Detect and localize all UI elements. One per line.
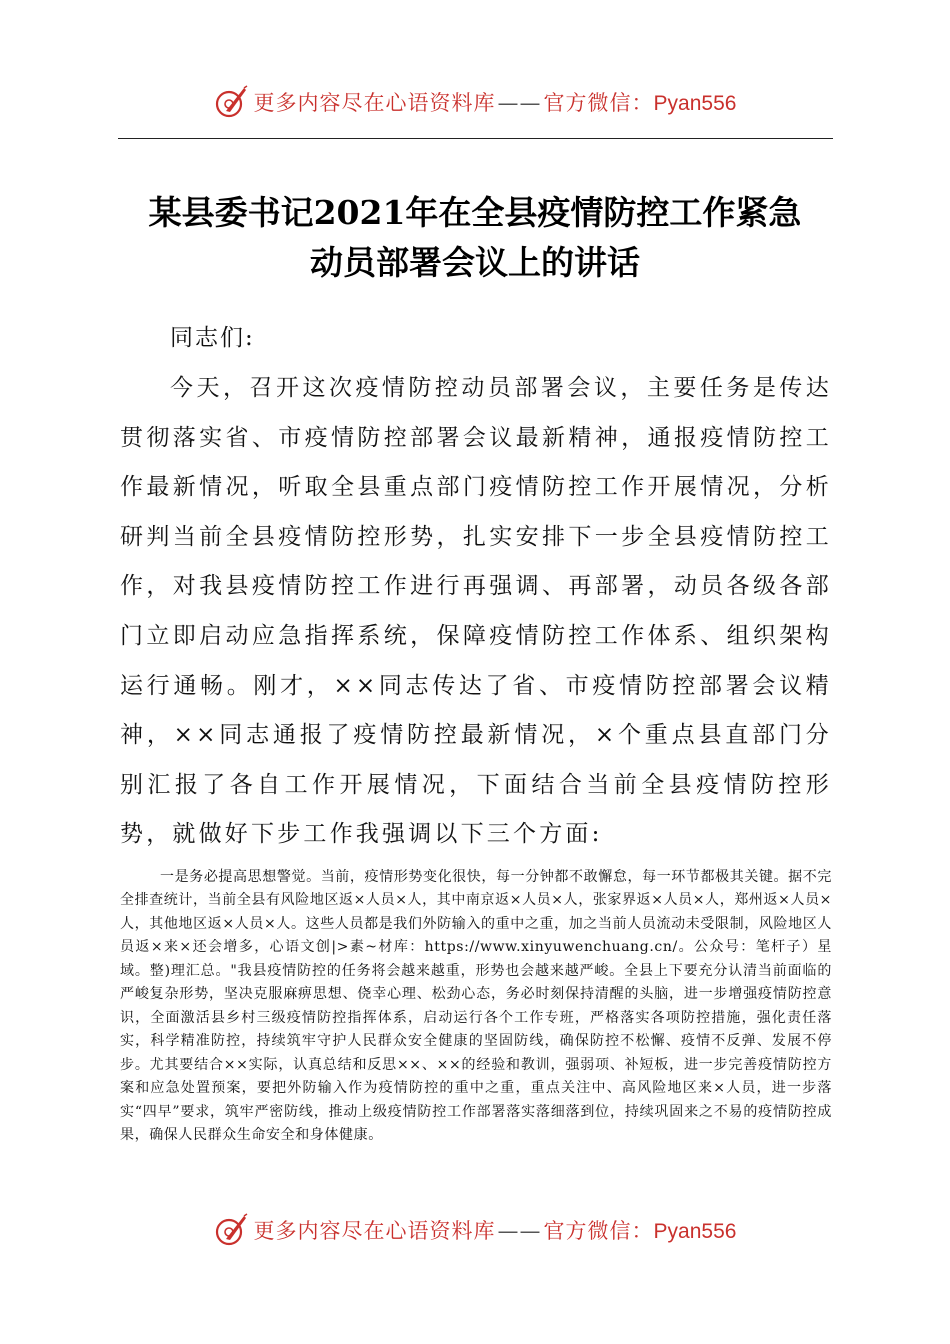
banner-label: 官方微信： xyxy=(543,91,654,115)
paragraph-point-one: 一是务必提高思想警觉。当前，疫情形势变化很快，每一分钟都不敢懈怠，每一环节都极其关键。据不完全排查统计，当前全县有风险地区返×人员×人，其中南京返×人员×人，张家界返×人员×人，郑州返×人员×人，其他地区返×人员×人。这些人员都是我们外防输入的重中之重，加之当前人员流动未受限制，风险地区人员返×来×还会增多，心语文创|>素~材库：https://www.xinyuwenchuang.cn/。公众号：笔杆子）星域。整)理汇总。"我县疫情防控的任务将会越来越重，形势也会越来越严峻。全县上下要充分认清当前面临的严峻复杂形势，坚决克服麻痹思想、侥幸心理、松劲心态，务必时刻保持清醒的头脑，进一步增强疫情防控意识，全面激活县乡村三级疫情防控指挥体系，启动运行各个工作专班，严格落实各项防控措施，强化责任落实，科学精准防控，持续筑牢守护人民群众安全健康的坚固防线，确保防控不松懈、疫情不反弹、发展不停步。尤其要结合××实际，认真总结和反思××、××的经验和教训，强弱项、补短板，进一步完善疫情防控方案和应急处置预案，要把外防输入作为疫情防控的重中之重，重点关注中、高风险地区来×人员，进一步落实“四早”要求，筑牢严密防线，推动上级疫情防控工作部署落实落细落到位，持续巩固来之不易的疫情防控成果，确保人民群众生命安全和身体健康。 xyxy=(120,868,832,1144)
footer-banner xyxy=(0,1210,950,1250)
banner-account: Pyan556 xyxy=(653,92,737,115)
banner-main-text: 更多内容尽在心语资料库 xyxy=(253,91,496,115)
header-banner xyxy=(0,82,950,122)
quill-pen-circle-icon xyxy=(214,85,248,119)
banner-text xyxy=(254,87,737,117)
title-line-1: 某县委书记2021年在全县疫情防控工作紧急 xyxy=(148,193,802,232)
document-body xyxy=(120,318,832,1148)
banner-label: 官方微信： xyxy=(543,1219,654,1243)
banner-separator: —— xyxy=(497,1219,542,1243)
document-title xyxy=(100,188,850,288)
header-divider xyxy=(118,138,833,139)
salutation: 同志们: xyxy=(170,325,255,351)
banner-separator: —— xyxy=(497,91,542,115)
paragraph-intro: 今天，召开这次疫情防控动员部署会议，主要任务是传达贯彻落实省、市疫情防控部署会议最新精神，通报疫情防控工作最新情况，听取全县重点部门疫情防控工作开展情况，分析研判当前全县疫情防控形势，扎实安排下一步全县疫情防控工作，对我县疫情防控工作进行再强调、再部署，动员各级各部门立即启动应急指挥系统，保障疫情防控工作体系、组织架构运行通畅。刚才，××同志传达了省、市疫情防控部署会议精神，××同志通报了疫情防控最新情况，×个重点县直部门分别汇报了各自工作开展情况，下面结合当前全县疫情防控形势，就做好下步工作我强调以下三个方面: xyxy=(120,375,832,848)
banner-text xyxy=(254,1215,737,1245)
title-line-2: 动员部署会议上的讲话 xyxy=(310,243,640,282)
banner-account: Pyan556 xyxy=(653,1220,737,1243)
quill-pen-circle-icon xyxy=(214,1213,248,1247)
banner-main-text: 更多内容尽在心语资料库 xyxy=(253,1219,496,1243)
